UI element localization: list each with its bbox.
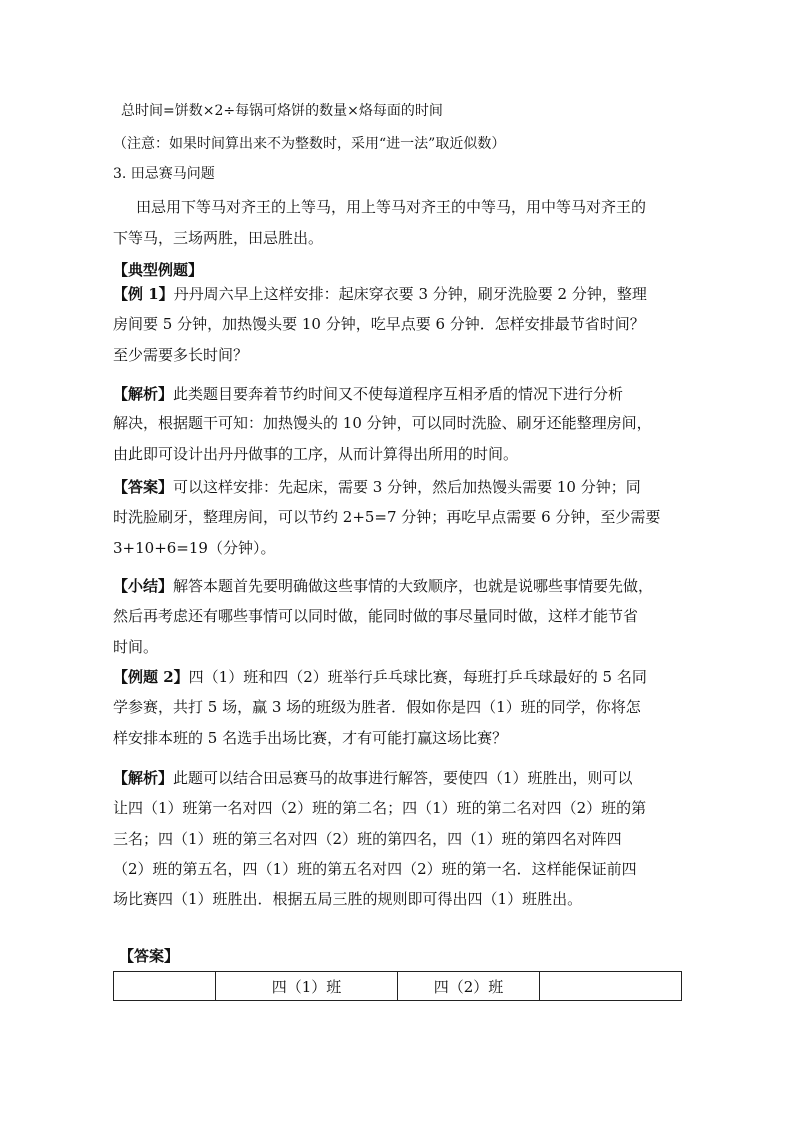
formula-line: 总时间=饼数×2÷每锅可烙饼的数量×烙每面的时间: [121, 103, 443, 119]
analysis-line: 让四（1）班第一名对四（2）班的第二名；四（1）班的第二名对四（2）班的第: [113, 799, 647, 817]
paragraph-line: 下等马，三场两胜，田忌胜出。: [113, 229, 324, 247]
table-row: [114, 972, 682, 1001]
analysis-tag: 【解析】: [113, 385, 174, 403]
analysis-tag: 【解析】: [113, 769, 174, 787]
answer-line: 3+10+6=19（分钟）。: [113, 539, 276, 557]
summary-line: 时间。: [113, 638, 159, 656]
analysis-line: 【解析】此题可以结合田忌赛马的故事进行解答，要使四（1）班胜出，则可以: [113, 769, 633, 787]
analysis-line: 场比赛四（1）班胜出．根据五局三胜的规则即可得出四（1）班胜出。: [113, 890, 583, 908]
answer-line: 【答案】可以这样安排：先起床，需要 3 分钟，然后加热馒头需要 10 分钟；同: [113, 478, 641, 496]
analysis-line: 三名；四（1）班的第三名对四（2）班的第四名，四（1）班的第四名对阵四: [113, 830, 622, 848]
example-2-line: 样安排本班的 5 名选手出场比赛，才有可能打赢这场比赛？: [113, 729, 508, 747]
summary-tag: 【小结】: [113, 577, 174, 595]
summary-line: 然后再考虑还有哪些事情可以同时做，能同时做的事尽量同时做，这样才能节省: [113, 607, 639, 625]
analysis-line: 由此即可设计出丹丹做事的工序，从而计算得出所用的时间。: [113, 445, 519, 463]
answer-heading: [119, 946, 179, 966]
answer-line: 时洗脸刷牙，整理房间，可以节约 2+5=7 分钟；再吃早点需要 6 分钟，至少需要: [113, 508, 661, 526]
table-cell: 四（2）班: [398, 972, 540, 1001]
answer-tag: 【答案】: [113, 478, 174, 496]
table-cell: [114, 972, 216, 1001]
analysis-line: （2）班的第五名，四（1）班的第五名对四（2）班的第一名．这样能保证前四: [113, 860, 637, 878]
section-heading: 3. 田忌赛马问题: [113, 166, 215, 182]
example-1-line: 【例 1】丹丹周六早上这样安排：起床穿衣要 3 分钟，刷牙洗脸要 2 分钟，整理: [113, 285, 647, 303]
summary-line: 【小结】解答本题首先要明确做这些事情的大致顺序，也就是说哪些事情要先做，: [113, 577, 654, 595]
analysis-line: 解决，根据题干可知：加热馒头的 10 分钟，可以同时洗脸、刷牙还能整理房间，: [113, 414, 652, 432]
typical-examples-heading: 【典型例题】: [113, 261, 204, 279]
analysis-line: 【解析】此类题目要奔着节约时间又不使每道程序互相矛盾的情况下进行分析: [113, 385, 624, 403]
example-2-line: 【例题 2】四（1）班和四（2）班举行乒乓球比赛，每班打乒乓球最好的 5 名同: [113, 668, 647, 686]
paragraph-line: 田忌用下等马对齐王的上等马，用上等马对齐王的中等马，用中等马对齐王的: [136, 198, 647, 216]
example-tag: 【例 1】: [113, 285, 174, 303]
example-2-line: 学参赛，共打 5 场，赢 3 场的班级为胜者．假如你是四（1）班的同学，你将怎: [113, 698, 641, 716]
answer-table: [113, 971, 682, 1001]
table-cell: 四（1）班: [216, 972, 398, 1001]
example-1-line: 房间要 5 分钟，加热馒头要 10 分钟，吃早点要 6 分钟．怎样安排最节省时间？: [113, 315, 645, 333]
example-1-line: 至少需要多长时间？: [113, 346, 249, 364]
note-line: （注意：如果时间算出来不为整数时，采用“进一法”取近似数）: [113, 136, 506, 152]
example-tag: 【例题 2】: [113, 668, 189, 686]
table-cell: [540, 972, 682, 1001]
answer-tag: 【答案】: [119, 947, 180, 965]
